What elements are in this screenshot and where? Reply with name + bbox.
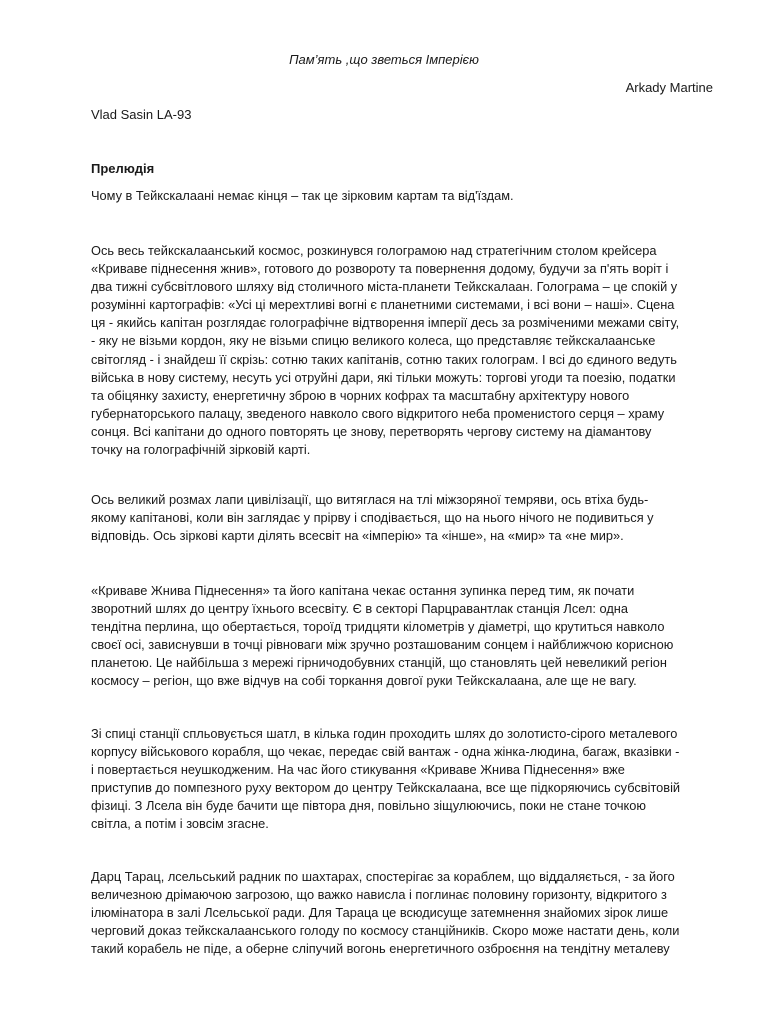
translator-name: Vlad Sasin LA-93: [91, 107, 192, 122]
paragraph: Дарц Тарац, лсельський радник по шахтарах, спостерігає за кораблем, що віддаляється, - за його величезною дрімаючою загрозою, що важко нависла і поглинає половину горизонту, відкритого з ілюмінатора в залі Лсельської ради. Для Тараца це всюдисуще затемнення знайомих зірок лише черговий доказ тейкскалаанського голоду по космосу станційників. Скоро може настати день, коли такий корабель не піде, а оберне сліпучий вогонь енергетичного озброєння на тендітну металеву: [91, 869, 680, 957]
paragraph: Ось великий розмах лапи цивілізації, що витяглася на тлі міжзоряної темряви, ось втіха будь-якому капітанові, коли він заглядає у прірву і сподівається, що на нього нічого не подивиться у відповідь. Ось зіркові карти ділять всесвіт на «імперію» та «інше», на «мир» та «не мир».: [91, 492, 654, 544]
paragraph: Зі спиці станції спльовується шатл, в кілька годин проходить шлях до золотисто-сірого металевого корпусу військового корабля, що чекає, передає свій вантаж - одна жінка-людина, багаж, вказівки - і повертається неушкодженим. На час його стикування «Криваве Жнива Піднесення» вже приступив до помпезного руху вектором до центру Тейкскалаана, все ще підкоряючись субсвітовій фізиці. З Лсела він буде бачити ще півтора дня, повільно зіщулюючись, поки не стане точкою світла, а потім і зовсім згасне.: [91, 726, 681, 832]
author-name: Arkady Martine: [625, 80, 713, 95]
paragraph: Ось весь тейкскалаанський космос, розкинувся голограмою над стратегічним столом крейсера «Криваве піднесення жнив», готового до розвороту та повернення додому, будучи за п'ять воріт і два тижні субсвітлового шляху від столичного міста-планети Тейкскалаан. Голограма – це спокій у розумінні картографів: «Усі ці мерехтливі вогні є планетними системами, і всі вони – наші». Сцена ця - якийсь капітан розглядає голографічне відтворення імперії десь за розміченими межами світу, - яку не візьми кордон, яку не візьми спицю великого колеса, що представляє тейкскалаанське світогляд - і знайдеш її скрізь: сотню таких капітанів, сотню таких голограм. І всі до єдиного ведуть війська в нову систему, несуть усі отруйні дари, які тільки можуть: торгові угоди та поезію, податки та обіцянку захисту, енергетичну зброю в чорних кофрах та масштабну архітектуру нового губернаторського палацу, зведеного навколо свого відкритого неба променистого серця – храму сонця. Всі капітани до одного повторять це знову, перетворять чергову систему на діамантову точку на голографічній зірковій карті.: [91, 243, 680, 458]
paragraph: «Криваве Жнива Піднесення» та його капітана чекає остання зупинка перед тим, як почати зворотний шлях до центру їхнього всесвіту. Є в секторі Парцравантлак станція Лсел: одна тендітна перлина, що обертається, тороїд тридцяти кілометрів у діаметрі, що крутиться навколо своєї осі, зависнувши в точці рівноваги між зручно розташованим сонцем і найближчою корисною планетою. Це найбільша з мережі гірничодобувних станцій, що становлять цей невеликий регіон космосу – регіон, що вже відчув на собі торкання довгої руки Тейкскалаана, але ще не вагу.: [91, 583, 674, 689]
section-heading: Прелюдія: [91, 161, 155, 176]
document-title: Пам’ять ,що зветься Імперією: [289, 52, 479, 67]
epigraph: Чому в Тейкскалаані немає кінця – так це зірковим картам та від'їздам.: [91, 188, 514, 203]
